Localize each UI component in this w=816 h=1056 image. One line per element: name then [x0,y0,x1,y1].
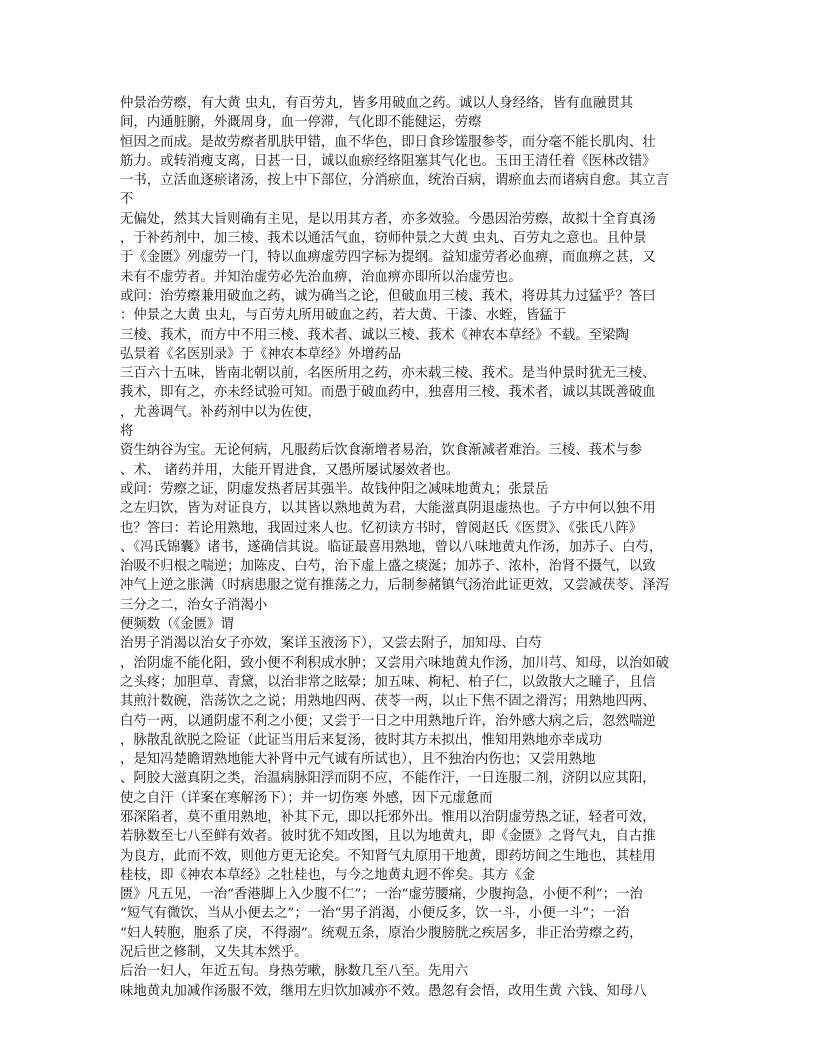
text-line: 或问：劳瘵之证，阴虚发热者居其强半。故钱仲阳之减味地黄丸；张景岳 [120,481,549,497]
text-line: 无偏处，然其大旨则确有主见，是以用其方者，亦多效验。今愚因治劳瘵，故拟十全育真汤 [120,211,656,227]
text-line: 治男子消渴以治女子亦效，案详玉液汤下），又尝去附子，加知母、白芍 [120,636,542,652]
text-line: 况后世之修制，又失其本然乎。 [120,945,308,961]
text-line: 、术、 诸药并用，大能开胃进食，又愚所屡试屡效者也。 [120,462,460,478]
text-line: ，是知冯楚瞻谓熟地能大补肾中元气诚有所试也），且不独治内伤也；又尝用熟地 [120,752,596,768]
text-line: ，于补药剂中，加三棱、莪术以通活气血，窃师仲景之大黄 虫丸、百劳丸之意也。且仲景 [120,231,647,247]
text-line: 为良方，此而不效，则他方更无论矣。不知肾气丸原用干地黄，即药坊间之生地也，其桂用 [120,848,656,864]
text-line: 治吸不归根之喘逆；加陈皮、白芍，治下虚上盛之痰涎；加苏子、浓朴，治肾不摄气，以致 [120,559,656,575]
text-line: 一书，立活血逐瘀诸汤，按上中下部位，分消瘀血，统治百病，谓瘀血去而诸病自愈。其立言 [120,173,670,189]
text-line: 使之自汗（详案在寒解汤下）；并一切伤寒 外感，因下元虚惫而 [120,790,493,806]
text-line: 筋力。或转消瘦支离，日甚一日，诚以血瘀经络阻塞其气化也。玉田王清任着《医林改错》 [120,153,656,169]
text-line: 不 [120,192,134,208]
document-page [120,94,700,1001]
text-line: 恒因之而成。是故劳瘵者肌肤甲错，血不华色，即日食珍馐服参苓，而分毫不能长肌肉、壮 [120,134,656,150]
text-line: 、阿胶大滋真阴之类，治温病脉阳浮而阴不应，不能作汗，一日连服二剂，济阴以应其阳， [120,771,656,787]
text-line: 资生纳谷为宝。无论何病，凡服药后饮食渐增者易治，饮食渐减者难治。三棱、莪术与参 [120,443,643,459]
text-line: 三棱、莪术，而方中不用三棱、莪术者、诚以三棱、莪术《神农本草经》不载。至梁陶 [120,327,629,343]
text-line: 冲气上逆之胀满（时病患服之觉有推荡之力，后制参赭镇气汤治此证更效，又尝减茯苓、泽泻 [120,578,670,594]
text-line: ，脉散乱欲脱之险证（此证当用后来复汤，彼时其方未拟出，惟知用熟地亦幸成功 [120,732,603,748]
text-line: 白芍一两，以通阴虚不利之小便；又尝于一日之中用熟地斤许，治外感大病之后，忽然喘逆 [120,713,656,729]
text-line: 未有不虚劳者。并知治虚劳必先治血痹，治血痹亦即所以治虚劳也。 [120,269,522,285]
text-line: 后治一妇人，年近五旬。身热劳嗽，脉数几至八至。先用六 [120,964,469,980]
text-line: 三百六十五味，皆南北朝以前，名医所用之药，亦未载三棱、莪术。是当仲景时犹无三棱、 [120,366,656,382]
text-line: “短气有微饮，当从小便去之”；一治“男子消渴，小便反多，饮一斗，小便一斗”；一治 [120,906,630,922]
text-line: 也？答曰：若论用熟地，我固过来人也。忆初读方书时，曾阅赵氏《医贯》、《张氏八阵》 [120,520,643,536]
text-line: 间，内通脏腑，外溉周身，血一停滞，气化即不能健运，劳瘵 [120,115,482,131]
text-line: 邪深陷者，莫不重用熟地，补其下元，即以托邪外出。惟用以治阴虚劳热之证，轻者可效， [120,809,656,825]
text-line: ：仲景之大黄 虫丸，与百劳丸所用破血之药，若大黄、干漆、水蛭，皆猛于 [120,308,567,324]
text-line: 、《冯氏锦囊》诸书，遂确信其说。临证最喜用熟地，曾以八味地黄丸作汤，加苏子、白芍， [120,539,663,555]
text-line: 匮》凡五见，一治“香港脚上入少腹不仁”；一治“虚劳腰痛，少腹拘急，小便不利”；一治 [120,887,643,903]
text-line: “妇人转胞，胞系了戾，不得溺”。统观五条，原治少腹膀胱之疾居多，非正治劳瘵之药， [120,925,643,941]
text-line: ，治阴虚不能化阳，致小便不利积成水肿；又尝用六味地黄丸作汤，加川芎、知母，以治如破 [120,655,670,671]
text-line: ，尤善调气。补药剂中以为佐使， [120,404,321,420]
text-line: 便频数（《金匮》谓 [120,617,234,633]
text-line: 之头疼；加胆草、青黛，以治非常之眩晕；加五味、枸杞、柏子仁，以敛散大之瞳子，且信 [120,674,656,690]
text-line: 仲景治劳瘵，有大黄 虫丸，有百劳丸，皆多用破血之药。诚以人身经络，皆有血融贯其 [120,96,634,111]
text-line: 味地黄丸加减作汤服不效，继用左归饮加减亦不效。愚忽有会悟，改用生黄 六钱、知母八 [120,983,647,999]
text-line: 三分之二，治女子消渴小 [120,597,268,613]
text-line: 于《金匮》列虚劳一门，特以血痹虚劳四字标为提纲。益知虚劳者必血痹，而血痹之甚，又 [120,250,656,266]
text-line: 之左归饮，皆为对证良方，以其皆以熟地黄为君，大能滋真阴退虚热也。子方中何以独不用 [120,501,656,517]
text-line: 莪术，即有之，亦未经试验可知。而愚于破血药中，独喜用三棱、莪术者，诚以其既善破血 [120,385,656,401]
text-line: 桂枝，即《神农本草经》之牡桂也，与今之地黄丸迥不侔矣。其方《金 [120,867,536,883]
text-line: 其煎汁数碗，浩荡饮之之说；用熟地四两、茯苓一两，以止下焦不固之滑泻；用熟地四两、 [120,694,656,710]
text-line: 若脉数至七八至鲜有效者。彼时犹不知改图，且以为地黄丸，即《金匮》之肾气丸，自古推 [120,829,656,845]
text-line: 或问：治劳瘵兼用破血之药，诚为确当之论，但破血用三棱、莪术，将毋其力过猛乎？答曰 [120,288,656,304]
text-line: 将 [120,424,134,440]
text-line: 弘景着《名医别录》于《神农本草经》外增药品 [120,346,402,362]
